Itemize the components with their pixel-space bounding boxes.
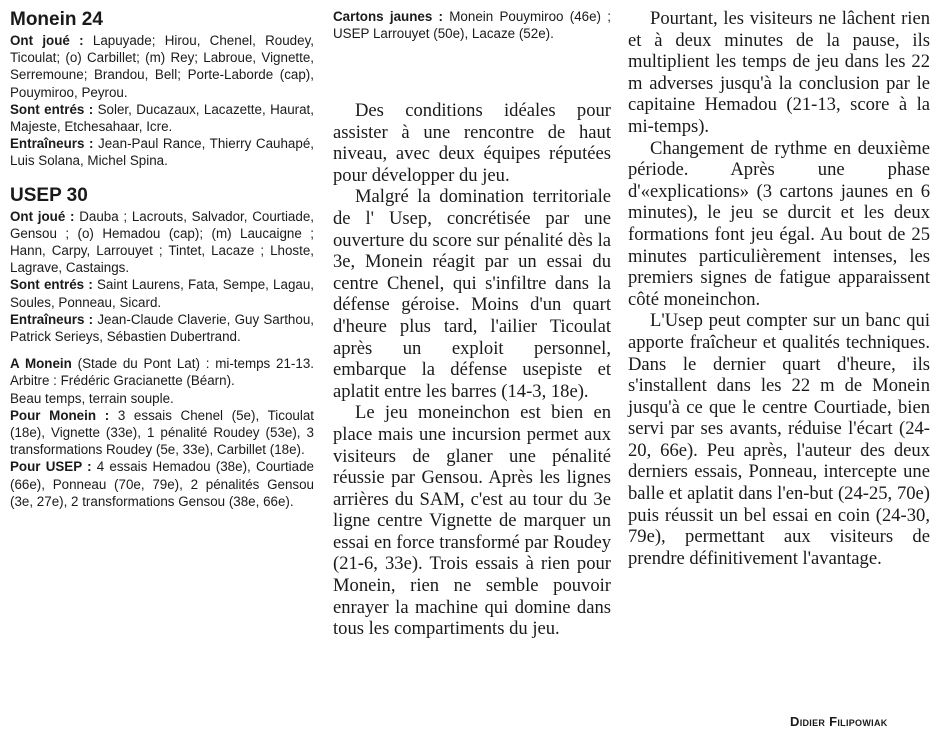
article-body-part1	[333, 100, 611, 640]
article-paragraph: Pourtant, les visiteurs ne lâchent rien et à deux minutes de la pause, ils multiplient les temps de jeu dans les 22 m adverses jusqu'à la conclusion par le capitaine Hemadou (21-13, score à la mi-temps).	[628, 8, 930, 137]
text: (Stade du Pont Lat) : mi-temps 21-13. Arbitre : Frédéric Gracianette (Béarn).	[10, 356, 314, 389]
label: Sont entrés :	[10, 277, 93, 293]
usep-sont-entres	[10, 276, 314, 310]
lineups-column	[10, 8, 314, 510]
article-paragraph: L'Usep peut compter sur un banc qui apporte fraîcheur et qualités techniques. Dans le dernier quart d'heure, ils s'installent dans les 22 m de Monein jusqu'à ce que le centre Courtiade, bien servi par ses avants, réduise l'écart (24-20, 66e). Peu après, l'auteur des deux derniers essais, Ponneau, intercepte une balle et aplatit dans l'en-but (24-25, 70e) puis réussit un bel essai en coin (24-30, 79e), permettant aux visiteurs de prendre définitivement l'avantage.	[628, 310, 930, 569]
text: Saint Laurens, Fata, Sempe, Lagau, Soules, Ponneau, Sicard.	[10, 277, 315, 310]
label: Pour Monein :	[10, 407, 110, 423]
article-paragraph: Le jeu moneinchon est bien en place mais une incursion permet aux visiteurs de glaner une pénalité réussie par Gensou. Après les lignes arrières du SAM, c'est au tour du 3e ligne centre Vignette de marquer un essai en force transformé par Roudey (21-6, 33e). Trois essais à rien pour Monein, rien ne semble pouvoir enrayer la machine qui domine dans tous les compartiments du jeu.	[333, 402, 611, 640]
label: Entraîneurs :	[10, 136, 94, 152]
article-column-right	[628, 8, 930, 569]
text: 3 essais Chenel (5e), Ticoulat (18e), Vignette (33e), 1 pénalité Roudey (53e), 3 transformations Roudey (5e, 33e), Carbillet (18e).	[10, 407, 314, 458]
match-venue	[10, 355, 314, 389]
text: Jean-Claude Claverie, Guy Sarthou, Patrick Serieys, Sébastien Dubertrand.	[10, 311, 314, 345]
text: 4 essais Hemadou (38e), Courtiade (66e), Ponneau (70e, 79e), 2 pénalités Gensou (3e, 27e), 2 transformations Gensou (38e, 66e).	[10, 459, 315, 509]
author-signature	[790, 714, 888, 729]
label: A Monein	[10, 356, 72, 372]
label: Entraîneurs :	[10, 311, 94, 327]
scoring-usep	[10, 458, 314, 510]
text: Dauba ; Lacrouts, Salvador, Courtiade, Gensou ; (o) Hemadou (cap); (m) Laucaigne ; Hann, Carpy, Larrouyet ; Tintet, Lacaze ; Lhoste, Lagrave, Castaings.	[10, 208, 314, 276]
text: Jean-Paul Rance, Thierry Cauhapé, Luis Solana, Michel Spina.	[10, 136, 314, 169]
article-paragraph: Changement de rythme en deuxième période. Après une phase d'«explications» (3 cartons jaunes en 6 minutes), le jeu se durcit et les deux formations font jeu égal. Au bout de 25 minutes particulièrement intenses, les premiers signes de fatigue apparaissent côté moneinchon.	[628, 137, 930, 310]
usep-ont-joue	[10, 208, 314, 277]
team-title-usep: USEP 30	[10, 184, 88, 206]
yellow-cards-block	[333, 8, 611, 42]
article-paragraph: Des conditions idéales pour assister à une rencontre de haut niveau, avec deux équipes réputées pour développer du jeu.	[333, 100, 611, 186]
match-weather: Beau temps, terrain souple.	[10, 390, 174, 406]
article-body-part2	[628, 8, 930, 569]
team-title-monein: Monein 24	[10, 9, 103, 30]
article-paragraph: Malgré la domination territoriale de l' Usep, concrétisée par une ouverture du score sur pénalité dès la 3e, Monein réagit par un essai du centre Chenel, qui s'infiltre dans la défense géroise. Moins d'un quart d'heure plus tard, l'ailier Ticoulat après un exploit personnel, embarque la défense usepiste et aplatit entre les barres (14-3, 18e).	[333, 186, 611, 402]
text: Lapuyade; Hirou, Chenel, Roudey, Ticoulat; (o) Carbillet; (m) Rey; Labroue, Vignette, Serremoune; Brandou, Bell; Porte-Laborde (cap), Pouymiroo, Peyrou.	[10, 33, 314, 100]
label: Ont joué :	[10, 208, 75, 224]
label: Pour USEP :	[10, 459, 92, 475]
author-name: Didier Filipowiak	[790, 714, 888, 729]
label: Ont joué :	[10, 33, 84, 48]
monein-entraineurs	[10, 135, 314, 169]
label: Cartons jaunes :	[333, 9, 444, 24]
yellow-cards-text	[333, 8, 611, 42]
scoring-monein	[10, 407, 314, 459]
text: Monein Pouymiroo (46e) ; USEP Larrouyet (50e), Lacaze (52e).	[333, 9, 611, 42]
monein-ont-joue	[10, 32, 314, 101]
text: Soler, Ducazaux, Lacazette, Haurat, Majeste, Etchesahaar, Icre.	[10, 101, 314, 135]
usep-entraineurs	[10, 311, 314, 345]
article-column-middle	[333, 8, 611, 640]
label: Sont entrés :	[10, 101, 94, 117]
monein-sont-entres	[10, 101, 314, 135]
